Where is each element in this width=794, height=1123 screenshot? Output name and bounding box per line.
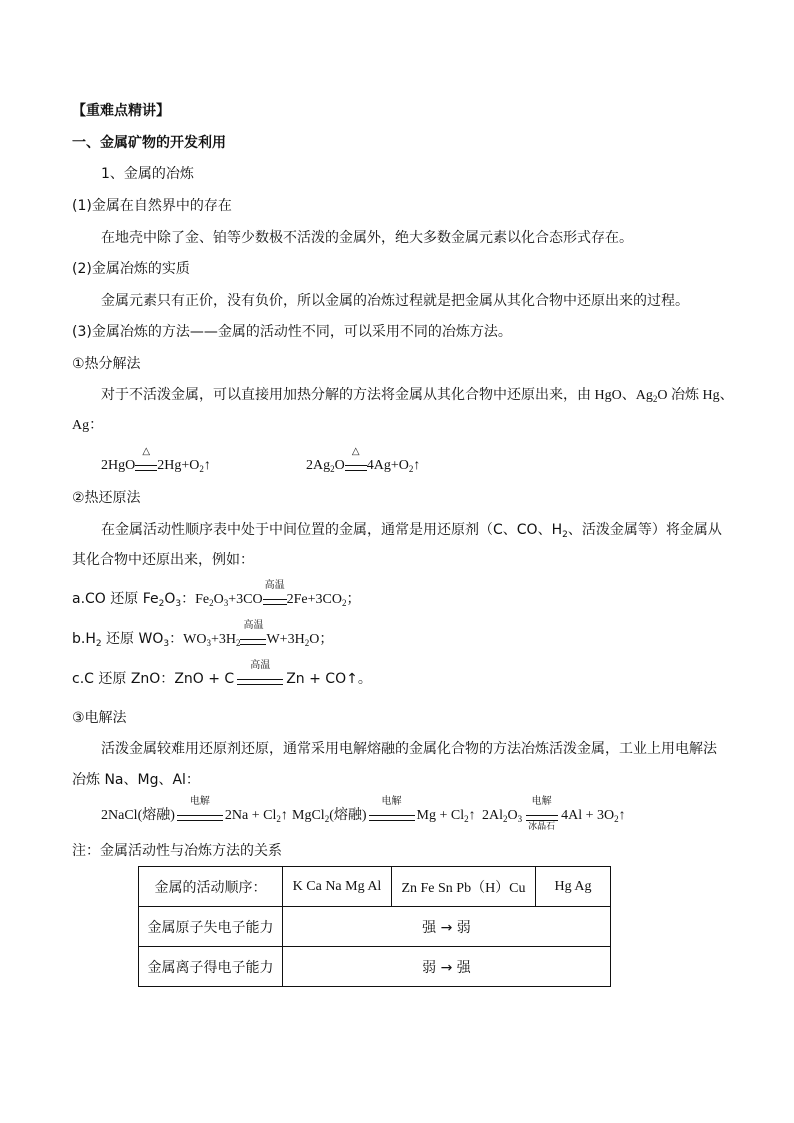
- method2-text: 在金属活动性顺序表中处于中间位置的金属，通常是用还原剂（C、CO、$H_2$、活泼金属等）将金属从: [101, 522, 722, 540]
- example-b: $b.H_2$ 还原 $WO_3$：$WO_3+3H_2$ 高温 $W+3H_2O$；: [72, 620, 334, 649]
- method1-text-cont: Ag：: [72, 418, 104, 433]
- p2-title: (2)金属冶炼的实质: [72, 261, 190, 277]
- table-cell: Hg Ag: [536, 867, 611, 907]
- equation-ag2o: $2Ag_2O$ △ $4Ag+O_2↑$: [306, 446, 421, 474]
- table-row: [139, 947, 611, 987]
- method2-title: ②热还原法: [72, 490, 141, 506]
- method3-text-cont: 冶炼 Na、Mg、Al：: [72, 772, 200, 788]
- heading-metal-minerals: 一、金属矿物的开发利用: [72, 135, 226, 151]
- table-cell: 金属离子得电子能力: [139, 947, 283, 987]
- equation-hgo: 2HgO △ $2Hg+O_2↑$: [101, 446, 211, 474]
- example-a: a.CO 还原 $Fe_2O_3$：$Fe_2O_3+3CO$ 高温 $2Fe+3CO_2$；: [72, 580, 361, 609]
- table-row: [139, 867, 611, 907]
- equation-nacl: 2NaCl(熔融) 电解 $2Na + Cl_2↑$: [101, 796, 288, 824]
- equation-al2o3: $2Al_2O_3$ 电解 冰晶石 $4Al + 3O_2↑$: [482, 796, 626, 831]
- method3-text: 活泼金属较难用还原剂还原，通常采用电解熔融的金属化合物的方法冶炼活泼金属，工业上用电解法: [101, 741, 717, 757]
- p1-text: 在地壳中除了金、铂等少数极不活泼的金属外，绝大多数金属元素以化合态形式存在。: [101, 230, 633, 246]
- equation-mgcl2: MgCl$_2$(熔融) 电解 $Mg + Cl_2↑$: [292, 796, 476, 824]
- method1-title: ①热分解法: [72, 356, 141, 372]
- p3-title: (3)金属冶炼的方法——金属的活动性不同，可以采用不同的冶炼方法。: [72, 324, 512, 340]
- note: 注：金属活动性与冶炼方法的关系: [72, 843, 282, 859]
- table-cell: Zn Fe Sn Pb（H）Cu: [392, 867, 536, 907]
- example-c: c.C 还原 ZnO：ZnO + C 高温 Zn + CO↑。: [72, 660, 372, 687]
- table-cell: K Ca Na Mg Al: [283, 867, 392, 907]
- method1-text: 对于不活泼金属，可以直接用加热分解的方法将金属从其化合物中还原出来，由 HgO、$Ag_2O$ 冶炼 Hg、: [101, 387, 734, 404]
- table-cell: 强 → 弱: [283, 907, 611, 947]
- activity-table: [138, 866, 611, 987]
- subheading-smelting: 1、金属的冶炼: [101, 166, 194, 182]
- table-cell: 金属原子失电子能力: [139, 907, 283, 947]
- table-row: [139, 907, 611, 947]
- section-header: 【重难点精讲】: [72, 103, 170, 119]
- method3-title: ③电解法: [72, 710, 127, 726]
- p1-title: (1)金属在自然界中的存在: [72, 198, 232, 214]
- p2-text: 金属元素只有正价，没有负价，所以金属的冶炼过程就是把金属从其化合物中还原出来的过程。: [101, 293, 689, 309]
- table-cell: 弱 → 强: [283, 947, 611, 987]
- method2-text-cont: 其化合物中还原出来，例如：: [72, 552, 254, 568]
- table-cell: 金属的活动顺序：: [139, 867, 283, 907]
